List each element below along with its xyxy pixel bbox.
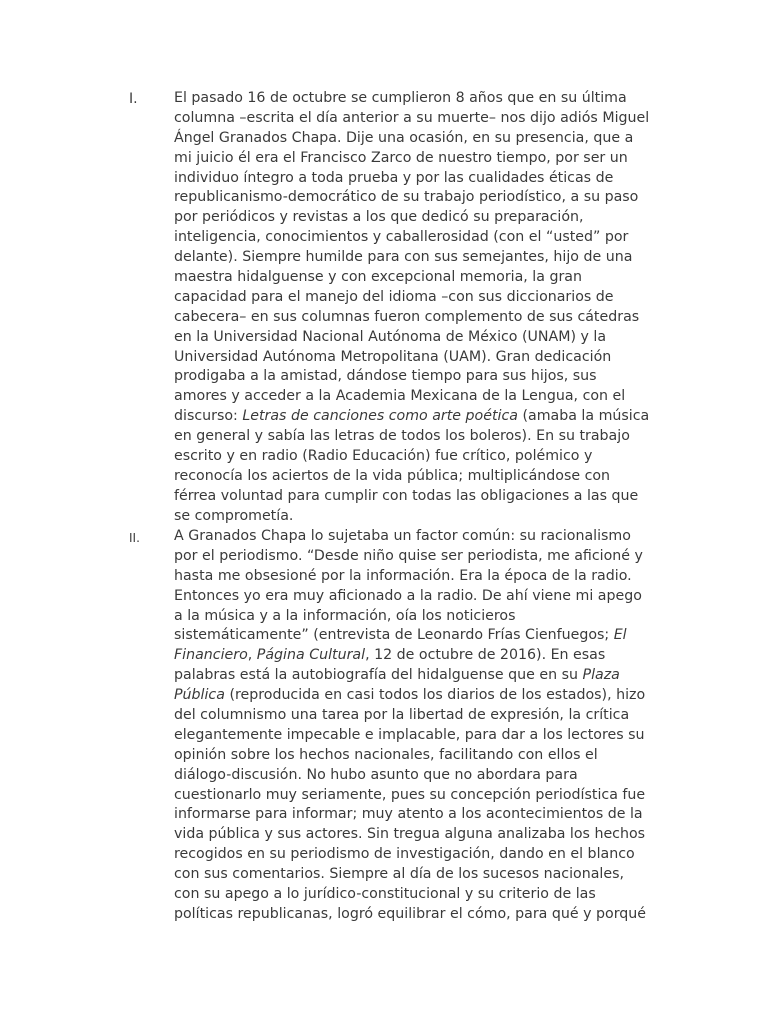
text-line: cabecera– en sus columnas fueron complemento de sus cátedras xyxy=(174,308,640,325)
text-line: Ángel Granados Chapa. Dije una ocasión, en su presencia, que a xyxy=(174,129,634,146)
text-line: prodigaba a la amistad, dándose tiempo para sus hijos, sus xyxy=(174,368,597,385)
column-name: Plaza xyxy=(582,667,620,684)
text-line: diálogo-discusión. No hubo asunto que no abordara para xyxy=(174,766,578,783)
text-line: republicanismo-democrático de su trabajo periodístico, a su paso xyxy=(174,189,639,206)
section-name: Página Cultural xyxy=(256,647,366,664)
text-line: sistemáticamente” (entrevista de Leonardo Frías Cienfuegos; El xyxy=(174,627,627,644)
text-line: se comprometía. xyxy=(174,507,294,524)
text-line: elegantemente impecable e implacable, para dar a los lectores su xyxy=(174,726,645,743)
text-line: Universidad Autónoma Metropolitana (UAM). Gran dedicación xyxy=(174,348,612,365)
text-line: cuestionarlo muy seriamente, pues su concepción periodística fue xyxy=(174,786,646,803)
text-line: delante). Siempre humilde para con sus semejantes, hijo de una xyxy=(174,249,633,266)
list-marker: II. xyxy=(129,531,140,545)
text-line: en la Universidad Nacional Autónoma de México (UNAM) y la xyxy=(174,328,607,345)
text-line: maestra hidalguense y con excepcional memoria, la gran xyxy=(174,269,582,286)
column-name: Pública xyxy=(174,687,225,704)
text-line: reconocía los aciertos de la vida pública; multiplicándose con xyxy=(174,467,611,484)
paragraph xyxy=(174,89,664,527)
list-marker: I. xyxy=(129,91,138,107)
text-line: del columnismo una tarea por la libertad de expresión, la crítica xyxy=(174,707,630,724)
text-line: férrea voluntad para cumplir con todas las obligaciones a las que xyxy=(174,487,639,504)
text-line: por el periodismo. “Desde niño quise ser periodista, me aficioné y xyxy=(174,547,643,564)
text-line: palabras está la autobiografía del hidalguense que en su Plaza xyxy=(174,667,620,684)
text-line: capacidad para el manejo del idioma –con sus diccionarios de xyxy=(174,288,614,305)
text-line: Financiero, Página Cultural, 12 de octubre de 2016). En esas xyxy=(174,647,606,664)
text-line: A Granados Chapa lo sujetaba un factor común: su racionalismo xyxy=(174,528,631,544)
text-line: discurso: Letras de canciones como arte poética (amaba la música xyxy=(174,408,650,425)
text-line: en general y sabía las letras de todos los boleros). En su trabajo xyxy=(174,428,630,445)
text-line: mi juicio él era el Francisco Zarco de nuestro tiempo, por ser un xyxy=(174,149,628,166)
publication-name: Financiero xyxy=(174,647,248,664)
text-line: políticas republicanas, logró equilibrar el cómo, para qué y porqué xyxy=(174,905,647,922)
text-line: opinión sobre los hechos nacionales, facilitando con ellos el xyxy=(174,746,598,763)
text-line: escrito y en radio (Radio Educación) fue crítico, polémico y xyxy=(174,448,593,465)
text-line: Pública (reproducida en casi todos los diarios de los estados), hizo xyxy=(174,687,646,704)
text-line: amores y acceder a la Academia Mexicana de la Lengua, con el xyxy=(174,388,626,405)
text-line: con sus comentarios. Siempre al día de los sucesos nacionales, xyxy=(174,866,624,883)
text-line: recogidos en su periodismo de investigación, dando en el blanco xyxy=(174,846,635,863)
text-line: vida pública y sus actores. Sin tregua alguna analizaba los hechos xyxy=(174,826,646,843)
text-line: El pasado 16 de octubre se cumplieron 8 años que en su última xyxy=(174,90,627,106)
paragraph xyxy=(174,527,664,925)
text-line: columna –escrita el día anterior a su muerte– nos dijo adiós Miguel xyxy=(174,109,650,126)
text-line: Entonces yo era muy aficionado a la radio. De ahí viene mi apego xyxy=(174,587,642,604)
text-line: por periódicos y revistas a los que dedicó su preparación, xyxy=(174,209,584,226)
book-title: Letras de canciones como arte poética xyxy=(242,408,518,425)
publication-name: El xyxy=(613,627,627,644)
text-line: informarse para informar; muy atento a los acontecimientos de la xyxy=(174,806,643,823)
text-line: inteligencia, conocimientos y caballerosidad (con el “usted” por xyxy=(174,229,629,246)
text-line: con su apego a lo jurídico-constitucional y su criterio de las xyxy=(174,886,596,903)
text-line: hasta me obsesioné por la información. Era la época de la radio. xyxy=(174,567,632,584)
text-line: a la música y a la información, oía los noticieros xyxy=(174,607,516,624)
text-line: individuo íntegro a toda prueba y por las cualidades éticas de xyxy=(174,169,614,186)
